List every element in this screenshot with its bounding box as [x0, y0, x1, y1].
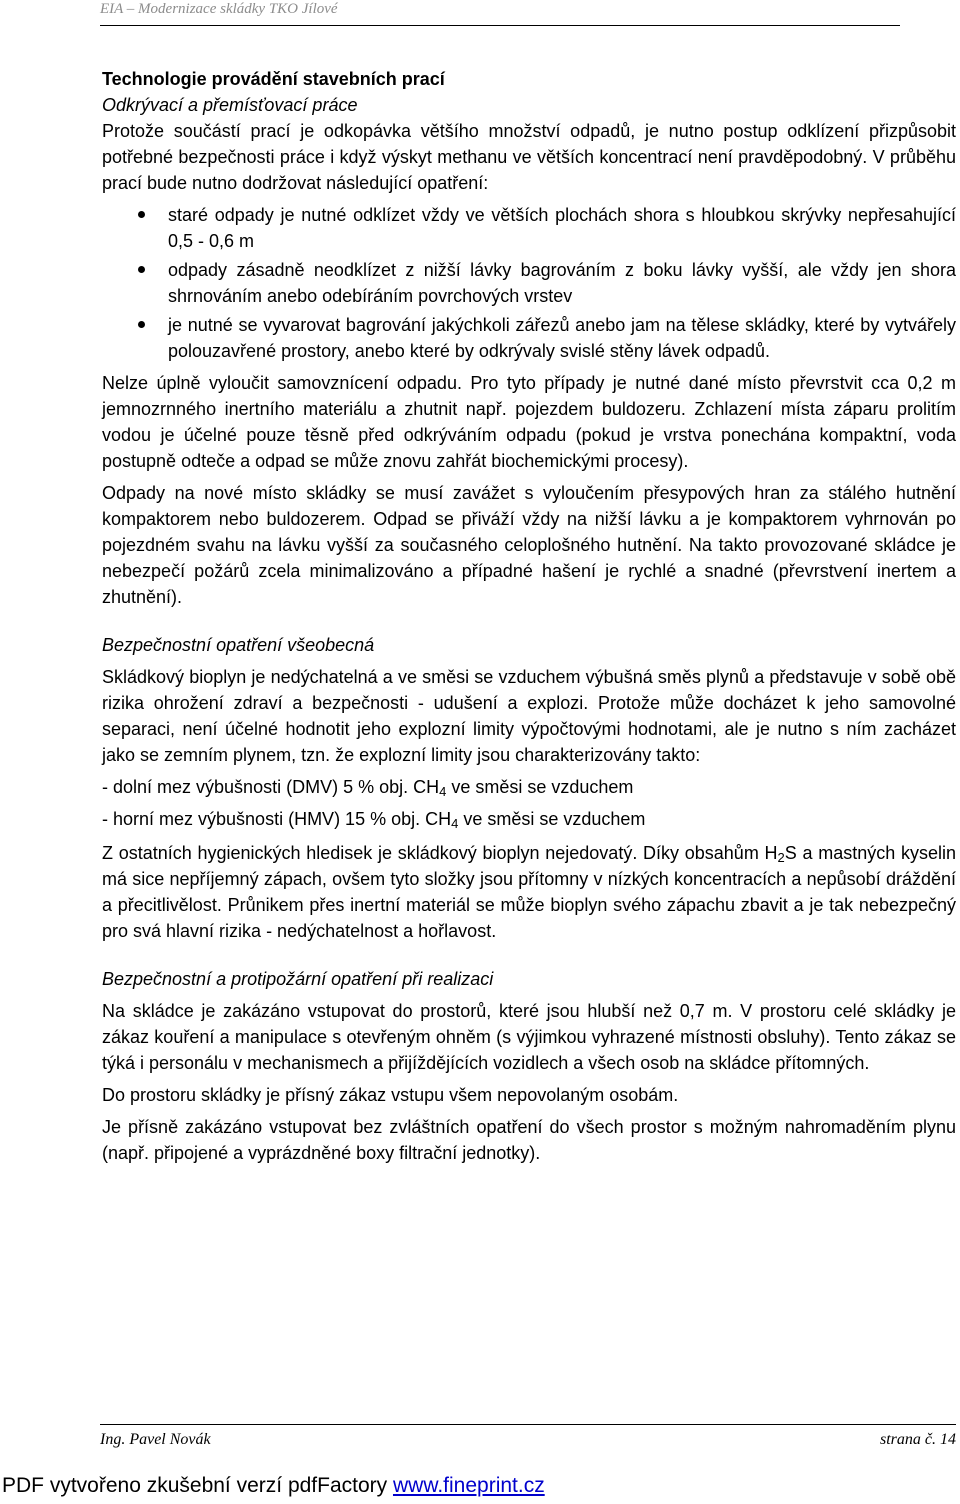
measures-list: [102, 202, 956, 364]
fineprint-link[interactable]: www.fineprint.cz: [392, 1474, 545, 1497]
paragraph-intro: Protože součástí prací je odkopávka většího množství odpadů, je nutno postup odklízení přizpůsobit potřebné bezpečnosti práce i když výskyt methanu ve větších koncentrací není pravděpodobný. V průběhu prací bude nutno dodržovat následující opatření:: [102, 121, 956, 193]
document-body: [102, 66, 956, 1166]
paragraph-plyn: Je přísně zakázáno vstupovat bez zvláštních opatření do všech prostor s možným nahromaděním plynu (např. připojené a vyprázdněné boxy filtrační jednotky).: [102, 1117, 956, 1163]
paragraph-bioplyn: Skládkový bioplyn je nedýchatelná a ve směsi se vzduchem výbušná směs plynů a představuje v sobě obě rizika ohrožení zdraví a bezpečnosti - udušení a explozi. Protože může docházet k jeho samovolné separaci, není účelné hodnotit jeho explozní limity výpočtovými hodnotami, ale je nutno s ním zacházet jako se zemním plynem, tzn. že explozní limity jsou charakterizovány takto:: [102, 667, 956, 765]
header-text: EIA – Modernizace skládky TKO Jílové: [100, 1, 338, 17]
section-subtitle-protipozarni: Bezpečnostní a protipožární opatření při realizaci: [102, 969, 494, 989]
explosion-limit-upper: - horní mez výbušnosti (HMV) 15 % obj. $CH_4$ ve směsi se vzduchem: [102, 809, 646, 831]
section-subtitle-vseobecna: Bezpečnostní opatření všeobecná: [102, 635, 375, 655]
section-subtitle-odkryvaci: Odkrývací a přemísťovací práce: [102, 95, 358, 115]
paragraph-zakaz: Na skládce je zakázáno vstupovat do prostorů, které jsou hlubší než 0,7 m. V prostoru celé skládky je zákaz kouření a manipulace s otevřeným ohněm (s výjimkou vyhrazené místnosti obsluhy). Tento zákaz se týká i personálu v mechanismech a přijíždějících vozidlech a všech osob na skládce přítomných.: [102, 1001, 956, 1073]
list-item: staré odpady je nutné odklízet vždy ve větších plochách shora s hloubkou skrývky nepřesahující 0,5 - 0,6 m: [102, 202, 956, 254]
footer-page-number: strana č. 14: [880, 1431, 956, 1448]
paragraph-zavazeni: Odpady na nové místo skládky se musí zavážet s vyloučením přesypových hran za stálého hutnění kompaktorem nebo buldozerem. Odpad se přiváží vždy na nižší lávku a je kompaktorem vyhrnován po pojezdném svahu na lávku vyšší za současného celoplošného hutnění. Na takto provozované skládce je nebezpečí požárů zcela minimalizováno a případné hašení je rychlé a snadné (převrstvení inertem a zhutnění).: [102, 483, 956, 607]
section-title: Technologie provádění stavebních prací: [102, 69, 445, 89]
explosion-limit-lower: - dolní mez výbušnosti (DMV) 5 % obj. $CH_4$ ve směsi se vzduchem: [102, 777, 634, 799]
pdf-note-text: PDF vytvořeno zkušební verzí pdfFactory: [2, 1474, 393, 1497]
page-footer: [100, 1424, 956, 1449]
paragraph-samovzniceni: Nelze úplně vyloučit samovznícení odpadu. Pro tyto případy je nutné dané místo převrstvit cca 0,2 m jemnozrnného inertního materiálu a zhutnit např. pojezdem buldozeru. Zchlazení místa záparu prolitím vodou je účelné pouze těsně před odkrýváním odpadu (pokud je vrstva ponechána kompaktní, voda postupně odteče a odpad se může znovu zahřát biochemickými procesy).: [102, 373, 956, 471]
footer-author: Ing. Pavel Novák: [100, 1431, 211, 1448]
pdf-trial-note: [2, 1474, 545, 1498]
paragraph-hygiena: Z ostatních hygienických hledisek je skládkový bioplyn nejedovatý. Díky obsahům $H_2S$ a mastných kyselin má sice nepříjemný zápach, ovšem tyto složky jsou přítomny v nízkých koncentracích a nepůsobí dráždění a přecitlivělost. Průnikem přes inertní materiál se může bioplyn svého zápachu zbavit a je tak nebezpečný pro svá hlavní rizika - nedýchatelnost a hořlavost.: [102, 843, 956, 941]
paragraph-vstup: Do prostoru skládky je přísný zákaz vstupu všem nepovolaným osobám.: [102, 1085, 679, 1105]
list-item: je nutné se vyvarovat bagrování jakýchkoli zářezů anebo jam na tělese skládky, které by vytvářely polouzavřené prostory, anebo které by odkrývaly svislé stěny lávek odpadů.: [102, 312, 956, 364]
list-item: odpady zásadně neodklízet z nižší lávky bagrováním z boku lávky vyšší, ale vždy jen shora shrnováním anebo odebíráním povrchových vrstev: [102, 257, 956, 309]
running-header: [100, 0, 900, 26]
